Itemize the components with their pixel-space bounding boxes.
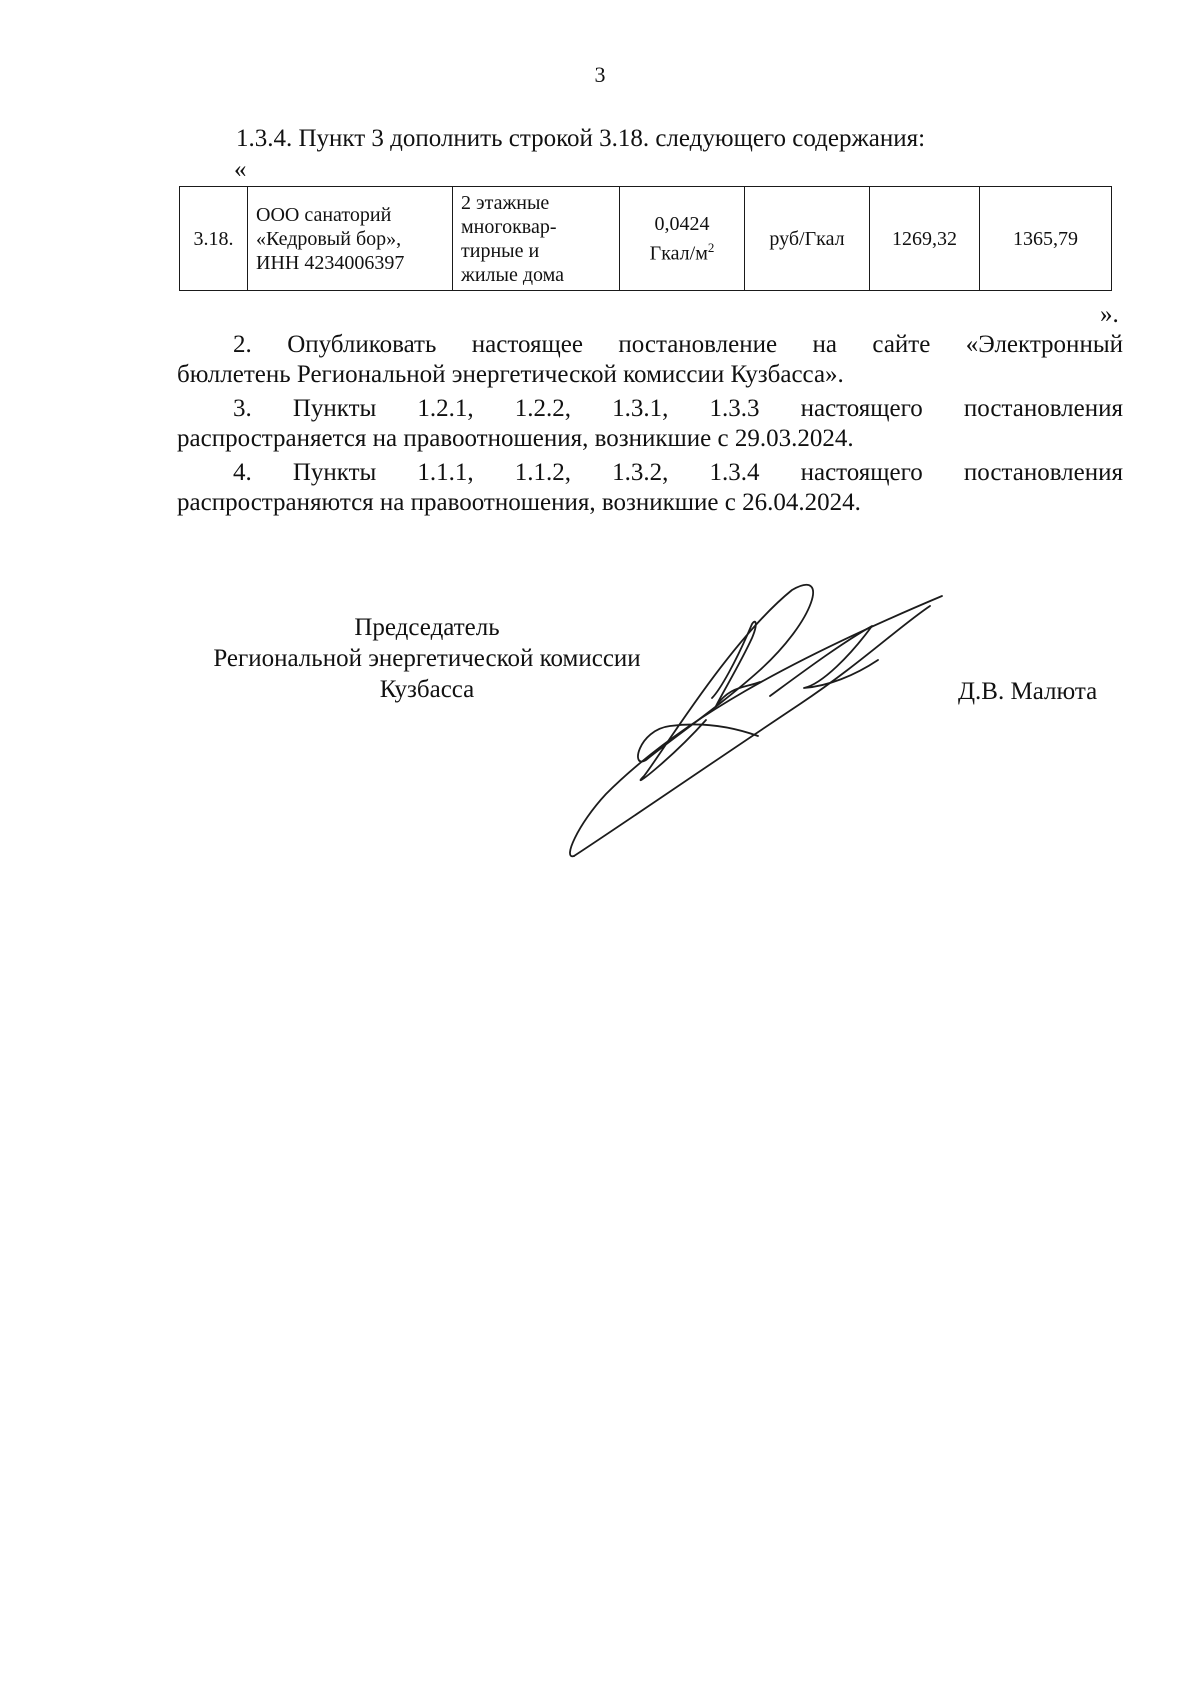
signatory-title-line: Кузбасса xyxy=(379,676,475,703)
building-type-cell xyxy=(453,187,620,291)
paragraph-2-first-line: 2. Опубликовать настоящее постановление на сайте «Электронный xyxy=(233,331,1123,358)
page-number: 3 xyxy=(594,62,606,87)
org-line: ИНН 4234006397 xyxy=(256,251,405,274)
norm-unit-superscript: 2 xyxy=(707,239,715,255)
table-row xyxy=(180,187,1112,291)
paragraph-2 xyxy=(177,330,1123,390)
organization-cell xyxy=(248,187,453,291)
value-cell-1: 1269,32 xyxy=(870,187,980,291)
value-cell-2: 1365,79 xyxy=(980,187,1112,291)
paragraph-3-first-line: 3. Пункты 1.2.1, 1.2.2, 1.3.1, 1.3.3 настоящего постановления xyxy=(233,395,1123,422)
open-quote: « xyxy=(234,156,247,183)
row-number-cell: 3.18. xyxy=(180,187,248,291)
amendment-intro: 1.3.4. Пункт 3 дополнить строкой 3.18. следующего содержания: xyxy=(236,125,926,152)
type-line: 2 этажные xyxy=(461,191,550,214)
signatory-title-line: Региональной энергетической комиссии xyxy=(213,645,641,672)
paragraph-3 xyxy=(177,394,1123,454)
paragraph-3-rest: распространяется на правоотношения, возникшие с 29.03.2024. xyxy=(177,425,854,452)
org-line: ООО санаторий xyxy=(256,203,392,226)
close-quote: ». xyxy=(1100,301,1119,328)
type-line: тирные и xyxy=(461,239,540,262)
norm-unit-line xyxy=(628,236,736,266)
paragraph-2-rest: бюллетень Региональной энергетической комиссии Кузбасса». xyxy=(177,361,844,388)
tariff-table xyxy=(179,186,1112,291)
unit-cell: руб/Гкал xyxy=(745,187,870,291)
norm-value: 0,0424 xyxy=(654,212,710,235)
handwritten-signature-icon xyxy=(560,580,980,860)
paragraph-4-first-line: 4. Пункты 1.1.1, 1.1.2, 1.3.2, 1.3.4 настоящего постановления xyxy=(233,459,1123,486)
type-line: многоквар- xyxy=(461,215,557,238)
paragraph-4 xyxy=(177,458,1123,518)
norm-unit: Гкал/м xyxy=(649,242,708,265)
paragraph-4-rest: распространяются на правоотношения, возникшие с 26.04.2024. xyxy=(177,489,861,516)
signatory-title-line: Председатель xyxy=(354,614,500,641)
org-line: «Кедровый бор», xyxy=(256,227,402,250)
type-line: жилые дома xyxy=(461,263,565,286)
norm-cell xyxy=(620,187,745,291)
signatory-name: Д.В. Малюта xyxy=(958,678,1098,705)
